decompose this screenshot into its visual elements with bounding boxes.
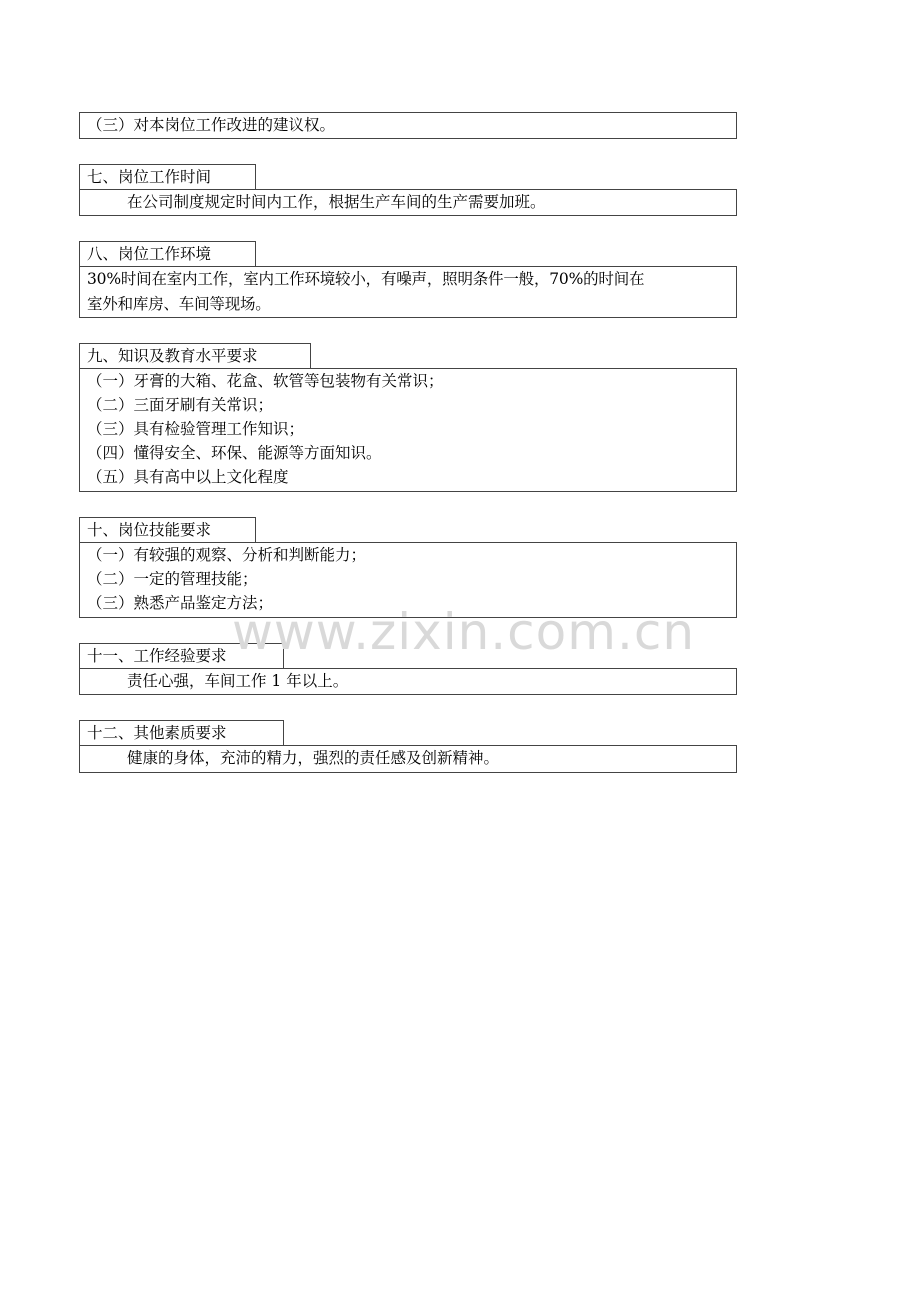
knowledge-item-4: （四）懂得安全、环保、能源等方面知识。	[87, 444, 382, 462]
experience-heading: 十一、工作经验要求	[79, 643, 284, 669]
environment-line-2: 室外和库房、车间等现场。	[87, 295, 271, 313]
work-time-line: 在公司制度规定时间内工作，根据生产车间的生产需要加班。	[127, 193, 546, 211]
knowledge-item-1: （一）牙膏的大箱、花盒、软管等包装物有关常识；	[87, 372, 444, 390]
knowledge-item-2: （二）三面牙刷有关常识；	[87, 396, 274, 414]
experience-section-box	[79, 668, 737, 695]
other-line: 健康的身体，充沛的精力，强烈的责任感及创新精神。	[127, 749, 500, 767]
experience-line: 责任心强，车间工作 1 年以上。	[127, 672, 349, 690]
knowledge-item-3: （三）具有检验管理工作知识；	[87, 420, 305, 438]
work-time-heading: 七、岗位工作时间	[79, 164, 256, 190]
knowledge-section-box	[79, 368, 737, 492]
environment-section-box	[79, 266, 737, 318]
other-heading: 十二、其他素质要求	[79, 720, 284, 746]
watermark-text: www.zixin.com.cn	[232, 603, 696, 661]
environment-heading: 八、岗位工作环境	[79, 241, 256, 267]
work-time-section-box	[79, 189, 737, 216]
knowledge-heading: 九、知识及教育水平要求	[79, 343, 311, 369]
suggestion-section-box	[79, 112, 737, 139]
environment-line-1: 30%时间在室内工作，室内工作环境较小，有噪声，照明条件一般，70%的时间在	[87, 270, 645, 288]
skills-section-box	[79, 542, 737, 618]
skills-item-2: （二）一定的管理技能；	[87, 570, 258, 588]
suggestion-line: （三）对本岗位工作改进的建议权。	[87, 116, 336, 134]
other-section-box	[79, 745, 737, 773]
knowledge-item-5: （五）具有高中以上文化程度	[87, 468, 289, 486]
skills-item-1: （一）有较强的观察、分析和判断能力；	[87, 546, 367, 564]
skills-item-3: （三）熟悉产品鉴定方法；	[87, 594, 274, 612]
skills-heading: 十、岗位技能要求	[79, 517, 256, 543]
